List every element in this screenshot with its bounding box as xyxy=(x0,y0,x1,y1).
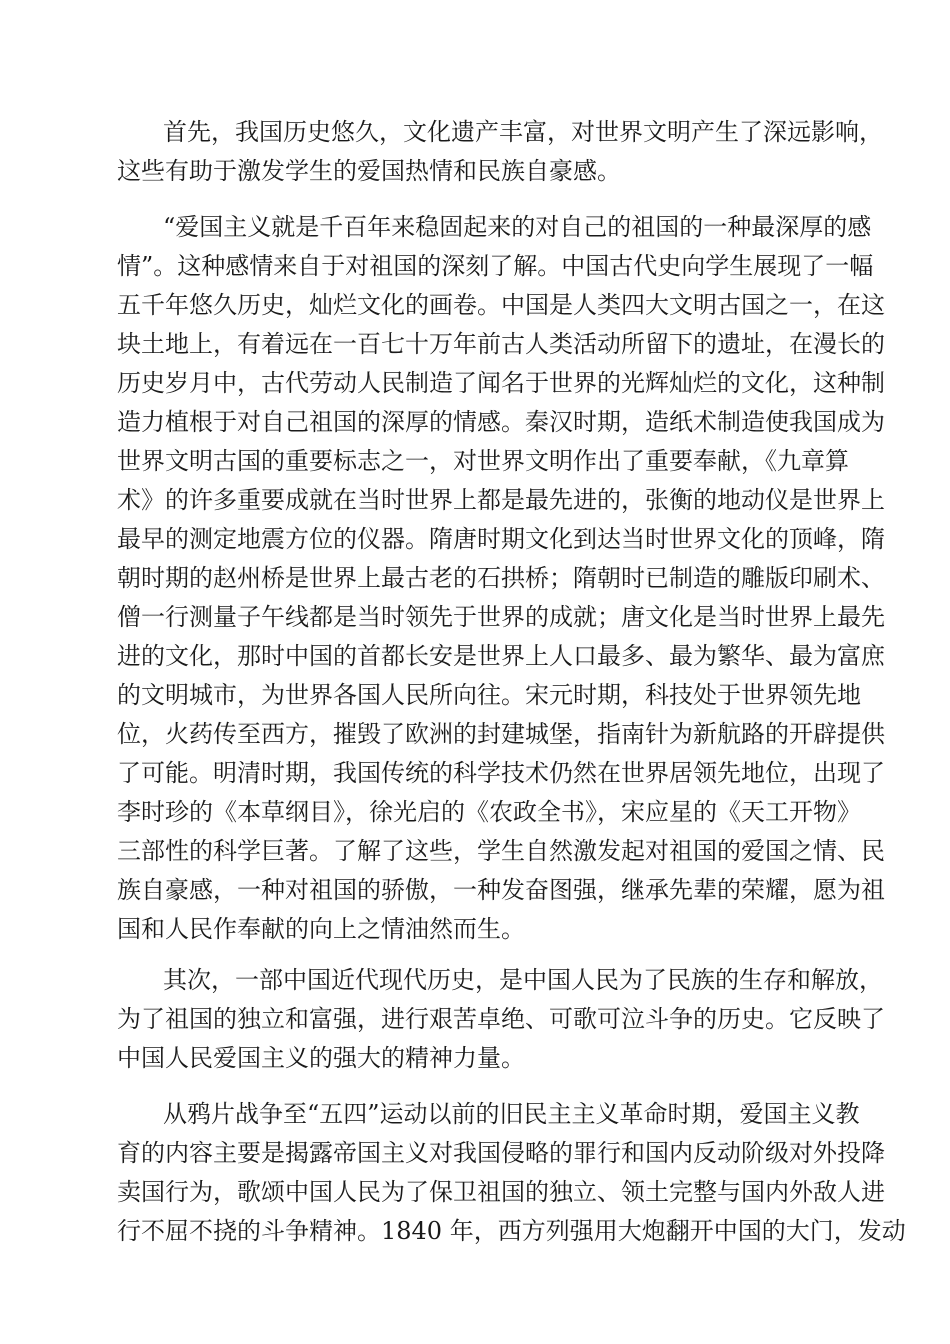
paragraph-2-line-3: 五千年悠久历史，灿烂文化的画卷。中国是人类四大文明古国之一，在这 xyxy=(117,291,885,319)
paragraph-2-line-13: 的文明城市，为世界各国人民所向往。宋元时期，科技处于世界领先地 xyxy=(117,681,861,709)
paragraph-2-line-15: 了可能。明清时期，我国传统的科学技术仍然在世界居领先地位，出现了 xyxy=(117,759,885,787)
paragraph-4-line-3: 卖国行为，歌颂中国人民为了保卫祖国的独立、领土完整与国内外敌人进 xyxy=(117,1178,885,1206)
paragraph-2-line-16: 李时珍的《本草纲目》，徐光启的《农政全书》，宋应星的《天工开物》 xyxy=(117,798,861,826)
paragraph-2-line-9: 最早的测定地震方位的仪器。隋唐时期文化到达当时世界文化的顶峰，隋 xyxy=(117,525,885,553)
paragraph-2-line-5: 历史岁月中，古代劳动人民制造了闻名于世界的光辉灿烂的文化，这种制 xyxy=(117,369,885,397)
paragraph-2-line-8: 术》的许多重要成就在当时世界上都是最先进的，张衡的地动仪是世界上 xyxy=(117,486,885,514)
paragraph-4-line-2: 育的内容主要是揭露帝国主义对我国侵略的罪行和国内反动阶级对外投降 xyxy=(117,1139,885,1167)
paragraph-2-line-14: 位，火药传至西方，摧毁了欧洲的封建城堡，指南针为新航路的开辟提供 xyxy=(117,720,885,748)
paragraph-2-line-10: 朝时期的赵州桥是世界上最古老的石拱桥；隋朝时已制造的雕版印刷术、 xyxy=(117,564,885,592)
paragraph-2-line-7: 世界文明古国的重要标志之一，对世界文明作出了重要奉献，《九章算 xyxy=(117,447,849,475)
paragraph-1-line-1: 首先，我国历史悠久，文化遗产丰富，对世界文明产生了深远影响， xyxy=(163,118,883,146)
paragraph-2-line-4: 块土地上，有着远在一百七十万年前古人类活动所留下的遗址，在漫长的 xyxy=(117,330,885,358)
paragraph-2-line-18: 族自豪感，一种对祖国的骄傲，一种发奋图强，继承先辈的荣耀，愿为祖 xyxy=(117,876,885,904)
paragraph-3-line-2: 为了祖国的独立和富强，进行艰苦卓绝、可歌可泣斗争的历史。它反映了 xyxy=(117,1005,885,1033)
paragraph-1-line-2: 这些有助于激发学生的爱国热情和民族自豪感。 xyxy=(117,157,621,185)
paragraph-4-line-1: 从鸦片战争至“五四”运动以前的旧民主主义革命时期，爱国主义教 xyxy=(163,1100,860,1128)
paragraph-2-line-1: “爱国主义就是千百年来稳固起来的对自己的祖国的一种最深厚的感 xyxy=(163,213,872,241)
paragraph-3-line-3: 中国人民爱国主义的强大的精神力量。 xyxy=(117,1044,525,1072)
paragraph-2-line-17: 三部性的科学巨著。了解了这些，学生自然激发起对祖国的爱国之情、民 xyxy=(117,837,885,865)
paragraph-2-line-2: 情”。这种感情来自于对祖国的深刻了解。中国古代史向学生展现了一幅 xyxy=(117,252,874,280)
paragraph-3-line-1: 其次，一部中国近代现代历史，是中国人民为了民族的生存和解放， xyxy=(163,966,883,994)
paragraph-4-line-4: 行不屈不挠的斗争精神。1840 年，西方列强用大炮翻开中国的大门，发动 xyxy=(117,1217,906,1245)
paragraph-2-line-12: 进的文化，那时中国的首都长安是世界上人口最多、最为繁华、最为富庶 xyxy=(117,642,885,670)
paragraph-2-line-6: 造力植根于对自己祖国的深厚的情感。秦汉时期，造纸术制造使我国成为 xyxy=(117,408,885,436)
paragraph-2-line-19: 国和人民作奉献的向上之情油然而生。 xyxy=(117,915,525,943)
paragraph-2-line-11: 僧一行测量子午线都是当时领先于世界的成就；唐文化是当时世界上最先 xyxy=(117,603,885,631)
